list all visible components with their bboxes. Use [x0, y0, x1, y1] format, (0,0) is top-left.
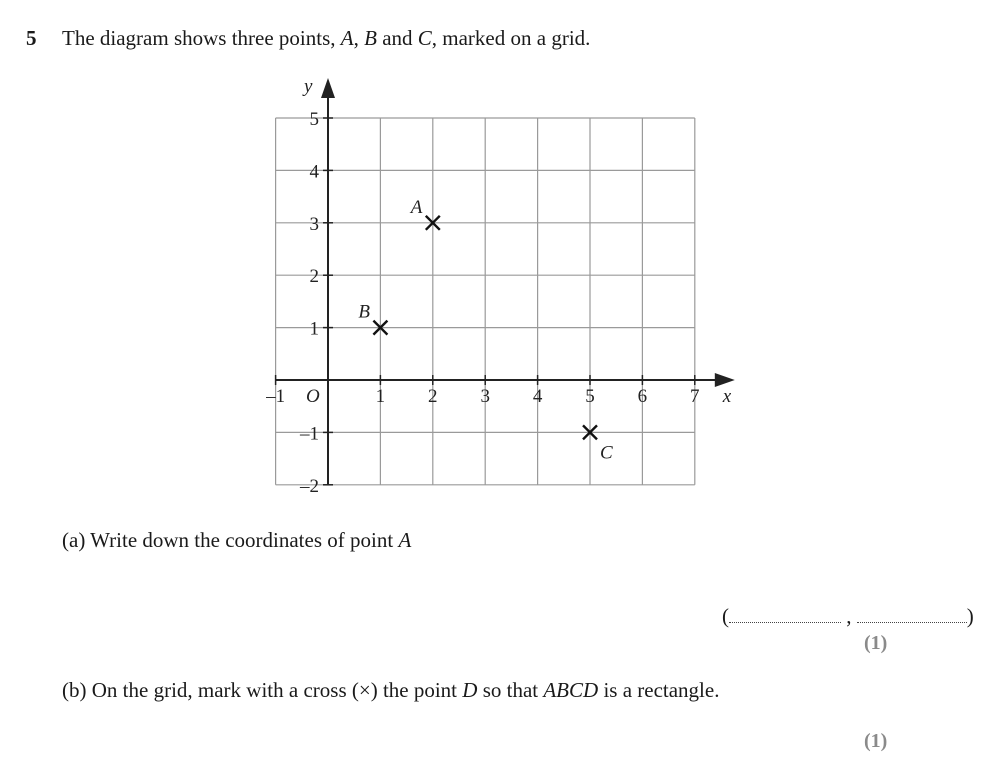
stem-point-b: B — [364, 26, 377, 50]
part-b-text-2: so that — [477, 678, 544, 702]
answer-comma: , — [841, 604, 857, 628]
answer-open-paren: ( — [722, 604, 729, 628]
y-tick-label: 4 — [309, 161, 319, 183]
y-axis-label: y — [304, 76, 313, 97]
point-a-label: A — [410, 196, 423, 218]
part-a-marks: (1) — [864, 632, 888, 654]
stem-sep-2: and — [376, 26, 418, 50]
y-tick-label: 3 — [309, 213, 319, 235]
stem-point-a: A — [340, 26, 354, 50]
part-a-label: (a) — [62, 528, 86, 552]
part-b-point: D — [462, 678, 478, 702]
answer-x-field[interactable] — [729, 608, 841, 623]
y-tick-label: 2 — [309, 266, 319, 288]
x-tick-label: –1 — [266, 386, 286, 407]
stem-suffix: , marked on a grid. — [431, 26, 591, 50]
y-tick-label: –2 — [300, 475, 319, 497]
part-b-text-1: On the grid, mark with a cross (×) the point — [86, 678, 463, 702]
point-b-label: B — [358, 301, 371, 323]
part-b — [62, 678, 719, 703]
x-axis-label: x — [722, 386, 732, 407]
answer-close-paren: ) — [966, 604, 974, 628]
x-tick-label: 3 — [480, 386, 490, 407]
part-b-marks: (1) — [864, 730, 888, 752]
x-axis-arrowhead — [715, 373, 735, 387]
part-a-point: A — [398, 528, 412, 552]
y-tick-label: 5 — [309, 109, 319, 130]
part-b-text-3: is a rectangle. — [598, 678, 720, 702]
tick-labels — [265, 76, 732, 497]
part-a-text: Write down the coordinates of point — [85, 528, 399, 552]
part-b-label: (b) — [62, 678, 87, 702]
stem-sep-1: , — [353, 26, 365, 50]
question-number: 5 — [26, 26, 37, 50]
point-c-label: C — [600, 442, 613, 464]
x-tick-label: 7 — [690, 386, 700, 407]
x-tick-label: 1 — [375, 386, 386, 407]
answer-coordinates[interactable] — [722, 604, 974, 629]
stem-point-c: C — [417, 26, 432, 50]
stem-prefix: The diagram shows three points, — [62, 26, 341, 50]
part-b-shape: ABCD — [543, 678, 599, 702]
grid-lines — [276, 118, 695, 485]
x-tick-label: 6 — [637, 386, 648, 407]
origin-label: O — [306, 386, 320, 407]
axes — [276, 78, 735, 485]
y-tick-label: –1 — [300, 423, 319, 445]
x-tick-label: 4 — [532, 386, 543, 407]
y-tick-label: 1 — [309, 318, 319, 340]
x-tick-label: 5 — [585, 386, 595, 407]
y-axis-arrowhead — [321, 78, 335, 98]
answer-y-field[interactable] — [857, 608, 967, 623]
x-tick-label: 2 — [428, 386, 438, 407]
part-a — [62, 528, 411, 553]
